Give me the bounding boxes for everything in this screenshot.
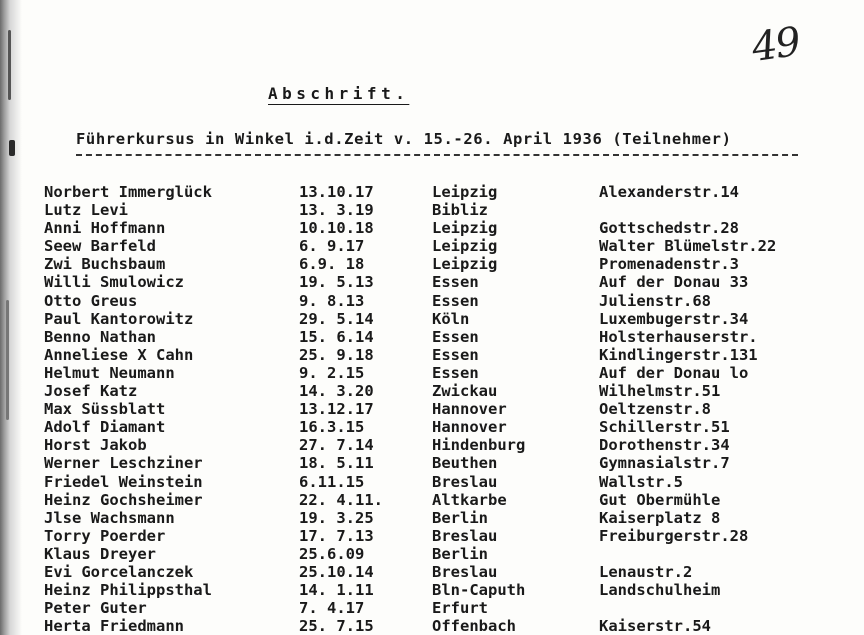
participant-row xyxy=(44,292,844,310)
participant-birthdate: 17. 7.13 xyxy=(299,526,374,545)
participant-city: Erfurt xyxy=(432,599,488,618)
participant-birthdate: 9. 8.13 xyxy=(299,291,365,310)
participant-birthdate: 6.9. 18 xyxy=(299,255,365,274)
participant-name: Willi Smulowicz xyxy=(44,273,184,292)
participant-name: Herta Friedmann xyxy=(44,617,184,635)
participant-birthdate: 27. 7.14 xyxy=(299,436,374,455)
participant-address: Wilhelmstr.51 xyxy=(599,382,721,401)
participant-city: Bln-Caputh xyxy=(432,581,526,600)
participant-city: Offenbach xyxy=(432,617,516,635)
participant-birthdate: 6.11.15 xyxy=(299,472,365,491)
participant-row xyxy=(44,201,844,219)
participant-name: Lutz Levi xyxy=(44,201,128,220)
participant-city: Leipzig xyxy=(432,219,498,238)
participant-address: Oeltzenstr.8 xyxy=(599,400,711,419)
participant-row xyxy=(44,563,844,581)
participant-row xyxy=(44,255,844,273)
participant-birthdate: 25.10.14 xyxy=(299,562,374,581)
participant-address: Lenaustr.2 xyxy=(599,562,693,581)
participant-name: Josef Katz xyxy=(44,382,138,401)
participant-name: Klaus Dreyer xyxy=(44,544,156,563)
participant-row xyxy=(44,400,844,418)
participant-city: Leipzig xyxy=(432,255,498,274)
participant-birthdate: 16.3.15 xyxy=(299,418,365,437)
participant-row xyxy=(44,219,844,237)
document-subtitle: Führerkursus in Winkel i.d.Zeit v. 15.-26. April 1936 (Teilnehmer) xyxy=(76,130,732,148)
participant-address: Alexanderstr.14 xyxy=(599,183,739,201)
participant-address: Holsterhauserstr. xyxy=(599,327,758,346)
participant-row xyxy=(44,454,844,472)
binding-mark xyxy=(8,30,11,100)
participant-name: Friedel Weinstein xyxy=(44,472,203,491)
participant-birthdate: 18. 5.11 xyxy=(299,454,374,473)
participant-birthdate: 13.12.17 xyxy=(299,400,374,419)
participant-address: Gut Obermühle xyxy=(599,490,721,509)
participant-city: Berlin xyxy=(432,544,488,563)
participant-address: Luxembugerstr.34 xyxy=(599,309,749,328)
participant-row xyxy=(44,436,844,454)
participant-birthdate: 14. 1.11 xyxy=(299,581,374,600)
participant-name: Werner Leschziner xyxy=(44,454,203,473)
participant-row xyxy=(44,418,844,436)
participant-birthdate: 29. 5.14 xyxy=(299,309,374,328)
participant-city: Breslau xyxy=(432,562,498,581)
participant-name: Zwi Buchsbaum xyxy=(44,255,166,274)
participant-name: Evi Gorcelanczek xyxy=(44,562,194,581)
participant-city: Leipzig xyxy=(432,183,498,201)
binding-mark xyxy=(6,300,9,420)
participant-city: Bibliz xyxy=(432,201,488,220)
participant-row xyxy=(44,617,844,635)
participant-birthdate: 19. 5.13 xyxy=(299,273,374,292)
participant-birthdate: 13.10.17 xyxy=(299,183,374,201)
participant-row xyxy=(44,581,844,599)
participant-row xyxy=(44,364,844,382)
participant-city: Breslau xyxy=(432,472,498,491)
participant-city: Essen xyxy=(432,273,479,292)
participant-address: Kaiserplatz 8 xyxy=(599,508,721,527)
participant-city: Essen xyxy=(432,363,479,382)
participant-city: Hindenburg xyxy=(432,436,526,455)
participant-city: Essen xyxy=(432,345,479,364)
participant-city: Breslau xyxy=(432,526,498,545)
participant-row xyxy=(44,346,844,364)
participant-name: Seew Barfeld xyxy=(44,237,156,256)
participant-address: Dorothenstr.34 xyxy=(599,436,730,455)
participant-city: Essen xyxy=(432,327,479,346)
participant-row xyxy=(44,527,844,545)
handwritten-page-number: 49 xyxy=(749,18,802,72)
participant-birthdate: 19. 3.25 xyxy=(299,508,374,527)
binding-mark xyxy=(9,140,15,156)
participant-birthdate: 6. 9.17 xyxy=(299,237,365,256)
participant-city: Beuthen xyxy=(432,454,498,473)
participant-birthdate: 10.10.18 xyxy=(299,219,374,238)
participants-table xyxy=(44,183,844,635)
participant-row xyxy=(44,183,844,201)
participant-name: Helmut Neumann xyxy=(44,363,175,382)
participant-birthdate: 15. 6.14 xyxy=(299,327,374,346)
participant-row xyxy=(44,273,844,291)
participant-name: Otto Greus xyxy=(44,291,138,310)
participant-row xyxy=(44,473,844,491)
participant-city: Hannover xyxy=(432,418,507,437)
participant-address: Gymnasialstr.7 xyxy=(599,454,730,473)
participant-address: Julienstr.68 xyxy=(599,291,711,310)
participant-name: Benno Nathan xyxy=(44,327,156,346)
participant-city: Altkarbe xyxy=(432,490,507,509)
participant-name: Norbert Immerglück xyxy=(44,183,212,201)
participant-row xyxy=(44,310,844,328)
participant-row xyxy=(44,599,844,617)
participant-birthdate: 9. 2.15 xyxy=(299,363,365,382)
participant-birthdate: 25. 7.15 xyxy=(299,617,374,635)
participant-name: Torry Poerder xyxy=(44,526,166,545)
participant-city: Essen xyxy=(432,291,479,310)
participant-row xyxy=(44,509,844,527)
binding-edge xyxy=(0,0,22,635)
participant-birthdate: 14. 3.20 xyxy=(299,382,374,401)
participant-row xyxy=(44,491,844,509)
participant-address: Kindlingerstr.131 xyxy=(599,345,758,364)
participant-address: Wallstr.5 xyxy=(599,472,683,491)
participant-city: Leipzig xyxy=(432,237,498,256)
participant-address: Walter Blümelstr.22 xyxy=(599,237,777,256)
participant-city: Zwickau xyxy=(432,382,498,401)
participant-name: Heinz Gochsheimer xyxy=(44,490,203,509)
participant-name: Jlse Wachsmann xyxy=(44,508,175,527)
participant-name: Anni Hoffmann xyxy=(44,219,166,238)
participant-name: Horst Jakob xyxy=(44,436,147,455)
participant-birthdate: 25. 9.18 xyxy=(299,345,374,364)
participant-address: Auf der Donau 33 xyxy=(599,273,749,292)
document-title: Abschrift. xyxy=(268,84,410,103)
participant-name: Paul Kantorowitz xyxy=(44,309,194,328)
participant-birthdate: 22. 4.11. xyxy=(299,490,383,509)
participant-name: Max Süssblatt xyxy=(44,400,166,419)
participant-name: Adolf Diamant xyxy=(44,418,166,437)
participant-address: Auf der Donau lo xyxy=(599,363,749,382)
participant-birthdate: 13. 3.19 xyxy=(299,201,374,220)
participant-city: Berlin xyxy=(432,508,488,527)
participant-address: Gottschedstr.28 xyxy=(599,219,739,238)
participant-name: Anneliese X Cahn xyxy=(44,345,194,364)
participant-city: Hannover xyxy=(432,400,507,419)
participant-row xyxy=(44,545,844,563)
participant-address: Freiburgerstr.28 xyxy=(599,526,749,545)
participant-address: Schillerstr.51 xyxy=(599,418,730,437)
participant-name: Peter Guter xyxy=(44,599,147,618)
dashed-divider xyxy=(76,154,798,156)
participant-row xyxy=(44,382,844,400)
participant-name: Heinz Philippsthal xyxy=(44,581,212,600)
participant-birthdate: 25.6.09 xyxy=(299,544,365,563)
participant-address: Promenadenstr.3 xyxy=(599,255,739,274)
participant-city: Köln xyxy=(432,309,470,328)
participant-address: Landschulheim xyxy=(599,581,721,600)
participant-birthdate: 7. 4.17 xyxy=(299,599,365,618)
participant-row xyxy=(44,328,844,346)
participant-row xyxy=(44,237,844,255)
participant-address: Kaiserstr.54 xyxy=(599,617,711,635)
